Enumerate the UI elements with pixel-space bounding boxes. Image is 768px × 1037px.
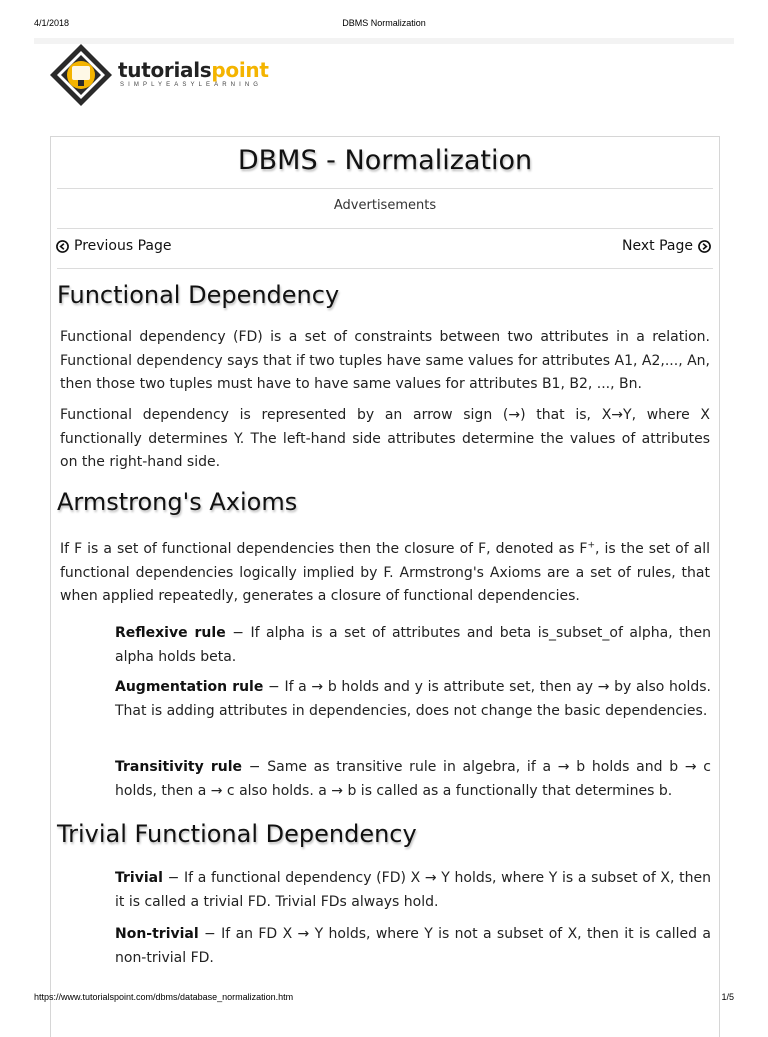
paragraph-armstrong-intro: If F is a set of functional dependencies then the closure of F, denoted as F+, is the set of all functional dependencies logically implied by F. Armstrong's Axioms are a set of rules, that when applied repeatedly, generates a closure of functional dependencies. [60, 540, 710, 604]
heading-armstrongs-axioms: Armstrong's Axioms [57, 488, 298, 516]
page-number: 1/5 [721, 992, 734, 1002]
previous-page-label: Previous Page [74, 238, 172, 254]
paragraph-fd-definition: Functional dependency (FD) is a set of constraints between two attributes in a relation. Functional dependency says that if two tuples have same values for attributes A1, A2,..., An, then those two tuples must have to have same values for attributes B1, B2, ..., Bn. [60, 329, 710, 392]
divider [57, 228, 713, 229]
logo-tagline: SIMPLYEASYLEARNING [120, 82, 263, 88]
heading-functional-dependency: Functional Dependency [57, 281, 340, 309]
paragraph-fd-arrow: Functional dependency is represented by an arrow sign (→) that is, X→Y, where X functionally determines Y. The left-hand side attributes determine the values of attributes on the right-hand side. [60, 407, 710, 470]
heading-trivial-fd: Trivial Functional Dependency [57, 820, 417, 848]
logo-diamond-icon [48, 42, 114, 108]
item-non-trivial: Non-trivial − If an FD X → Y holds, where Y is not a subset of X, then it is called a non-trivial FD. [115, 926, 711, 966]
divider [57, 268, 713, 269]
rule-augmentation: Augmentation rule − If a → b holds and y is attribute set, then ay → by also holds. That is adding attributes in dependencies, does not change the basic dependencies. [115, 679, 711, 719]
divider [57, 188, 713, 189]
advertisements-label: Advertisements [333, 198, 437, 213]
page-title: DBMS - Normalization [237, 145, 533, 176]
print-header [0, 18, 768, 32]
print-title: DBMS Normalization [342, 18, 426, 28]
rule-reflexive: Reflexive rule − If alpha is a set of attributes and beta is_subset_of alpha, then alpha holds beta. [115, 625, 712, 665]
item-trivial: Trivial − If a functional dependency (FD) X → Y holds, where Y is a subset of X, then it is called a trivial FD. Trivial FDs always hold. [115, 870, 711, 910]
rule-transitivity: Transitivity rule − Same as transitive rule in algebra, if a → b holds and b → c holds, then a → c also holds. a → b is called as a functionally that determines b. [115, 759, 711, 799]
arrow-right-circle-icon [698, 240, 711, 253]
content-card [50, 136, 720, 1037]
next-page-label: Next Page [622, 238, 693, 254]
logo-text: tutorialspoint [118, 58, 269, 82]
previous-page-link[interactable] [56, 238, 172, 254]
next-page-link[interactable] [622, 238, 711, 254]
site-logo[interactable] [48, 42, 288, 108]
page-url: https://www.tutorialspoint.com/dbms/database_normalization.htm [34, 992, 294, 1002]
print-date: 4/1/2018 [34, 18, 70, 28]
arrow-left-circle-icon [56, 240, 69, 253]
